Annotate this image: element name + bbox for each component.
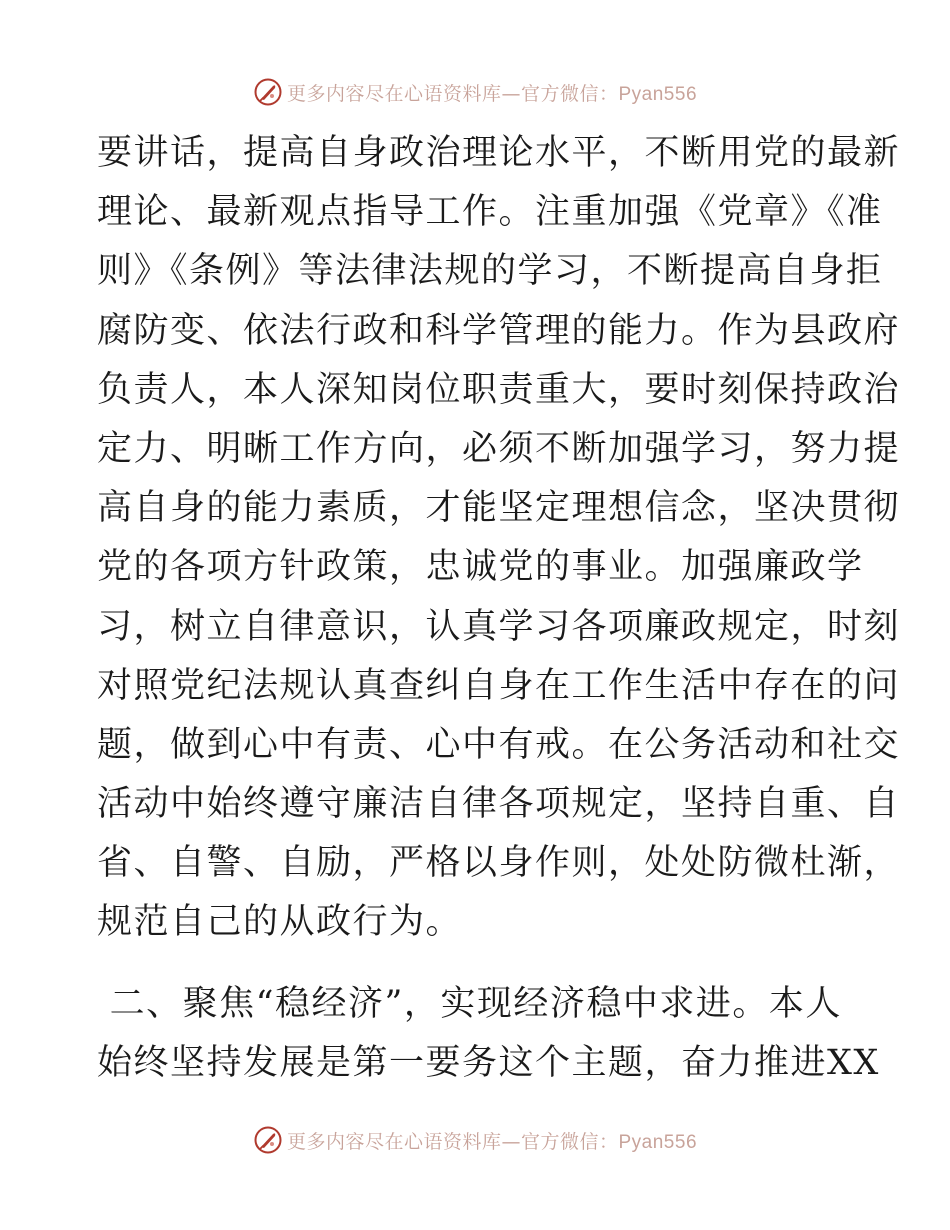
text-line: 党的各项方针政策，忠诚党的事业。加强廉政学 — [97, 547, 864, 588]
footer-banner-label: 更多内容尽在心语资料库—官方微信： — [286, 1130, 619, 1153]
document-body — [97, 124, 901, 1093]
paragraph-spacer — [97, 953, 857, 975]
header-watermark-banner — [0, 72, 950, 112]
text-line: 习，树立自律意识，认真学习各项廉政规定，时刻 — [97, 606, 901, 647]
text-line: 理论、最新观点指导工作。注重加强《党章》《准 — [97, 192, 883, 233]
paragraph-1 — [97, 124, 901, 953]
paragraph-2 — [97, 975, 880, 1093]
text-line: 规范自己的从政行为。 — [97, 902, 463, 943]
feather-pen-logo-icon — [253, 77, 283, 107]
text-line: 要讲话，提高自身政治理论水平，不断用党的最新 — [97, 133, 901, 173]
header-banner-label: 更多内容尽在心语资料库—官方微信： — [286, 82, 619, 105]
text-line: 负责人，本人深知岗位职责重大，要时刻保持政治 — [97, 369, 901, 410]
text-line: 则》《条例》等法律法规的学习，不断提高自身拒 — [97, 251, 883, 292]
text-line: 始终坚持发展是第一要务这个主题，奋力推进XX — [97, 1042, 880, 1083]
footer-watermark-banner — [0, 1120, 950, 1160]
header-banner-text — [287, 79, 697, 106]
text-line: 腐防变、依法行政和科学管理的能力。作为县政府 — [97, 310, 901, 351]
text-line: 活动中始终遵守廉洁自律各项规定，坚持自重、自 — [97, 784, 901, 825]
section-heading-line: 二、聚焦“稳经济”，实现经济稳中求进。本人 — [97, 983, 842, 1024]
text-line: 高自身的能力素质，才能坚定理想信念，坚决贯彻 — [97, 488, 901, 529]
text-line: 省、自警、自励，严格以身作则，处处防微杜渐， — [97, 843, 901, 884]
header-wechat-handle: Pyan556 — [618, 83, 698, 105]
footer-banner-text — [287, 1127, 697, 1154]
text-line: 定力、明晰工作方向，必须不断加强学习，努力提 — [97, 428, 901, 469]
text-line: 对照党纪法规认真查纠自身在工作生活中存在的问 — [97, 665, 901, 706]
feather-pen-logo-icon — [253, 1125, 283, 1155]
footer-wechat-handle: Pyan556 — [618, 1131, 698, 1153]
text-line: 题，做到心中有责、心中有戒。在公务活动和社交 — [97, 724, 901, 765]
